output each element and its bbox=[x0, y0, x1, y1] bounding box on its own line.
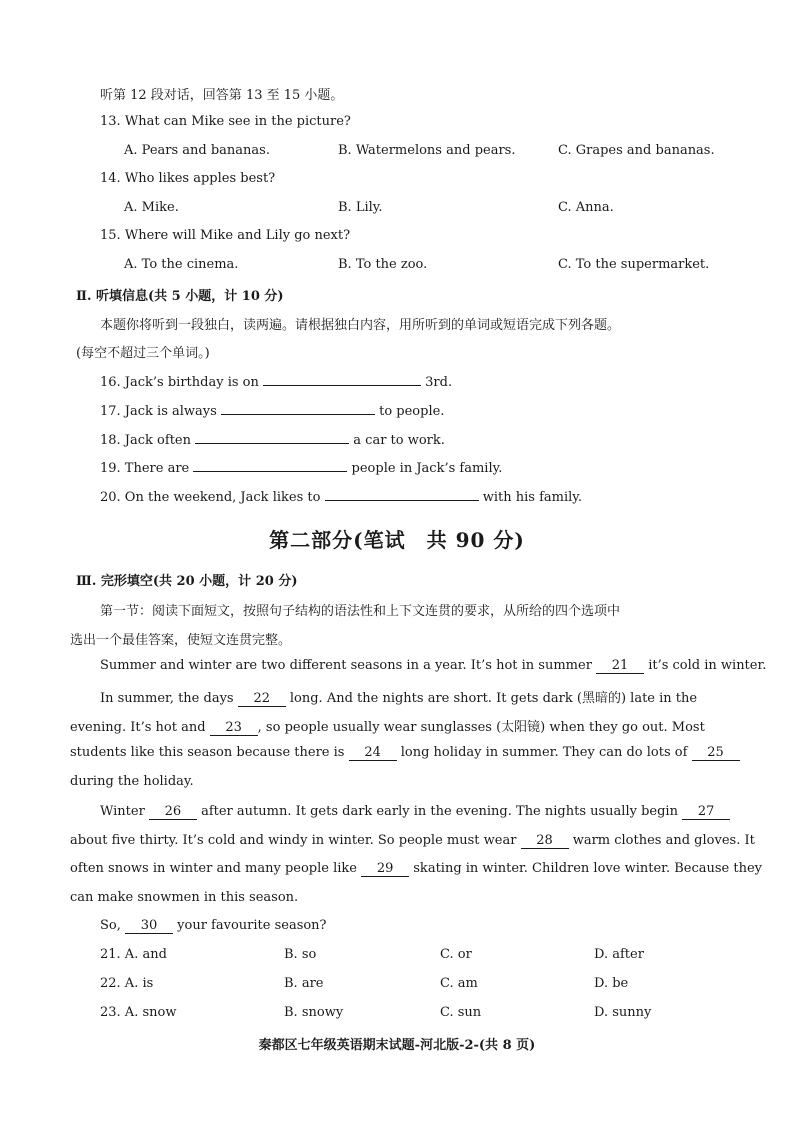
option-a: A. Pears and bananas. bbox=[124, 143, 270, 158]
fill-item-17 bbox=[100, 400, 444, 419]
choice-22-d: D. be bbox=[594, 976, 629, 991]
item-text: 17. Jack is always bbox=[100, 404, 217, 419]
passage-text: skating in winter. Children love winter. Because they bbox=[413, 861, 762, 876]
answer-blank[interactable] bbox=[263, 371, 421, 386]
passage-line bbox=[70, 833, 755, 849]
option-c: C. To the supermarket. bbox=[558, 257, 710, 272]
question-text: What can Mike see in the picture? bbox=[124, 114, 351, 129]
blank-24[interactable]: 24 bbox=[349, 745, 397, 761]
choice-23-a: 23. A. snow bbox=[100, 1005, 177, 1020]
item-text: 16. Jack’s birthday is on bbox=[100, 375, 259, 390]
section-2-instruction: 本题你将听到一段独白，读两遍。请根据独白内容，用所听到的单词或短语完成下列各题。 bbox=[100, 318, 621, 333]
section-3-header: Ⅲ. 完形填空(共 20 小题，计 20 分) bbox=[76, 574, 298, 589]
question-number: 14. bbox=[100, 171, 121, 186]
passage-text: Winter bbox=[100, 804, 145, 819]
blank-21[interactable]: 21 bbox=[596, 658, 644, 674]
passage-text: So, bbox=[100, 918, 121, 933]
option-b: B. Lily. bbox=[338, 200, 383, 215]
passage-text: evening. It’s hot and bbox=[70, 720, 206, 735]
question-14 bbox=[100, 171, 275, 186]
option-b: B. To the zoo. bbox=[338, 257, 428, 272]
option-c: C. Grapes and bananas. bbox=[558, 143, 715, 158]
option-b: B. Watermelons and pears. bbox=[338, 143, 516, 158]
blank-22[interactable]: 22 bbox=[238, 691, 286, 707]
blank-28[interactable]: 28 bbox=[521, 833, 569, 849]
fill-item-16 bbox=[100, 371, 452, 390]
passage-text: In summer, the days bbox=[100, 691, 234, 706]
option-a: A. Mike. bbox=[124, 200, 179, 215]
choice-23-d: D. sunny bbox=[594, 1005, 652, 1020]
fill-item-18 bbox=[100, 429, 445, 448]
passage-text: warm clothes and gloves. It bbox=[572, 833, 755, 848]
blank-26[interactable]: 26 bbox=[149, 804, 197, 820]
answer-blank[interactable] bbox=[221, 400, 375, 415]
passage-text: , so people usually wear sunglasses (太阳镜) when they go out. Most bbox=[257, 720, 705, 735]
passage-text: long holiday in summer. They can do lots of bbox=[400, 745, 688, 760]
passage-line bbox=[70, 745, 740, 761]
blank-25[interactable]: 25 bbox=[692, 745, 740, 761]
listening-instruction: 听第 12 段对话，回答第 13 至 15 小题。 bbox=[100, 88, 344, 103]
section-3-instruction-2: 选出一个最佳答案，使短文连贯完整。 bbox=[70, 633, 292, 648]
section-2-header: Ⅱ. 听填信息(共 5 小题，计 10 分) bbox=[76, 289, 284, 304]
passage-line: can make snowmen in this season. bbox=[70, 890, 299, 905]
section-3-instruction: 第一节：阅读下面短文，按照句子结构的语法性和上下文连贯的要求，从所给的四个选项中 bbox=[100, 604, 621, 619]
passage-text: your favourite season? bbox=[177, 918, 327, 933]
passage-text: long. And the nights are short. It gets dark (黑暗的) late in the bbox=[289, 691, 698, 706]
part-2-title: 第二部分(笔试 共 90 分) bbox=[269, 528, 525, 552]
blank-30[interactable]: 30 bbox=[125, 918, 173, 934]
choice-22-c: C. am bbox=[440, 976, 478, 991]
item-text: people in Jack’s family. bbox=[351, 461, 503, 476]
answer-blank[interactable] bbox=[193, 457, 347, 472]
answer-blank[interactable] bbox=[325, 486, 479, 501]
question-text: Where will Mike and Lily go next? bbox=[124, 228, 351, 243]
passage-line bbox=[70, 861, 762, 877]
passage-line bbox=[100, 804, 730, 820]
item-text: 3rd. bbox=[425, 375, 453, 390]
passage-text: after autumn. It gets dark early in the evening. The nights usually begin bbox=[201, 804, 678, 819]
item-text: 20. On the weekend, Jack likes to bbox=[100, 490, 321, 505]
item-text: 18. Jack often bbox=[100, 433, 191, 448]
passage-line bbox=[100, 918, 327, 934]
item-text: 19. There are bbox=[100, 461, 190, 476]
question-15 bbox=[100, 228, 350, 243]
fill-item-19 bbox=[100, 457, 502, 476]
choice-23-b: B. snowy bbox=[284, 1005, 344, 1020]
question-13 bbox=[100, 114, 351, 129]
question-text: Who likes apples best? bbox=[124, 171, 276, 186]
fill-item-20 bbox=[100, 486, 582, 505]
item-text: to people. bbox=[379, 404, 445, 419]
blank-29[interactable]: 29 bbox=[361, 861, 409, 877]
choice-21-a: 21. A. and bbox=[100, 947, 167, 962]
passage-text: often snows in winter and many people like bbox=[70, 861, 357, 876]
option-a: A. To the cinema. bbox=[124, 257, 239, 272]
item-text: with his family. bbox=[482, 490, 583, 505]
passage-line bbox=[100, 687, 697, 707]
choice-21-c: C. or bbox=[440, 947, 472, 962]
choice-22-b: B. are bbox=[284, 976, 324, 991]
choice-21-d: D. after bbox=[594, 947, 644, 962]
choice-21-b: B. so bbox=[284, 947, 317, 962]
question-number: 15. bbox=[100, 228, 121, 243]
page-footer: 秦都区七年级英语期末试题-河北版-2-(共 8 页) bbox=[258, 1038, 536, 1053]
passage-line bbox=[100, 658, 766, 674]
item-text: a car to work. bbox=[353, 433, 445, 448]
passage-text: about five thirty. It’s cold and windy in winter. So people must wear bbox=[70, 833, 517, 848]
blank-27[interactable]: 27 bbox=[682, 804, 730, 820]
option-c: C. Anna. bbox=[558, 200, 614, 215]
passage-text: students like this season because there is bbox=[70, 745, 345, 760]
answer-blank[interactable] bbox=[195, 429, 349, 444]
blank-23[interactable]: 23 bbox=[210, 720, 258, 736]
passage-line bbox=[70, 716, 705, 736]
question-number: 13. bbox=[100, 114, 121, 129]
passage-text: Summer and winter are two different seasons in a year. It’s hot in summer bbox=[100, 658, 592, 673]
choice-22-a: 22. A. is bbox=[100, 976, 154, 991]
passage-line: during the holiday. bbox=[70, 774, 194, 789]
section-2-note: (每空不超过三个单词。) bbox=[76, 346, 210, 361]
choice-23-c: C. sun bbox=[440, 1005, 482, 1020]
passage-text: it’s cold in winter. bbox=[648, 658, 767, 673]
